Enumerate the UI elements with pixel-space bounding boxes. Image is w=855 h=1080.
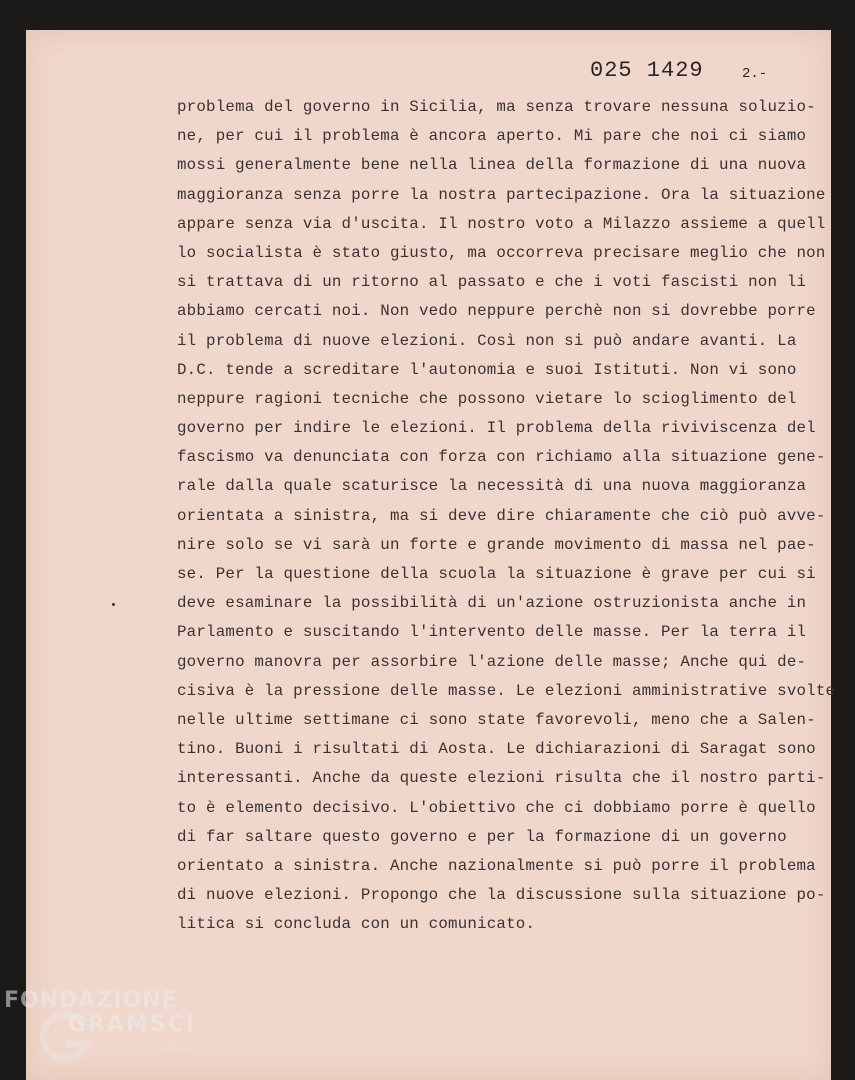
text-line: interessanti. Anche da queste elezioni risulta che il nostro parti- [177,769,826,788]
text-line: fascismo va denunciata con forza con richiamo alla situazione gene- [177,448,826,467]
watermark-line-2: GRAMSCI [68,1012,197,1037]
text-line: mossi generalmente bene nella linea della formazione di una nuova [177,156,807,175]
text-line: orientata a sinistra, ma si deve dire chiaramente che ciò può avve- [177,506,826,525]
typed-body-text [177,93,836,939]
margin-dot-mark [112,603,115,606]
text-line: abbiamo cercati noi. Non vedo neppure perchè non si dovrebbe porre [177,302,816,321]
text-line: nelle ultime settimane ci sono state favorevoli, meno che a Salen- [177,710,816,729]
text-line: litica si concluda con un comunicato. [177,915,536,934]
text-line: ne, per cui il problema è ancora aperto. Mi pare che noi ci siamo [177,127,807,146]
page-number: 2.- [742,66,768,82]
text-line: di nuove elezioni. Propongo che la discussione sulla situazione po- [177,886,826,905]
text-line: cisiva è la pressione delle masse. Le elezioni amministrative svolte [177,681,836,700]
text-line: di far saltare questo governo e per la formazione di un governo [177,827,787,846]
text-line: se. Per la questione della scuola la situazione è grave per cui si [177,565,816,583]
text-line: Parlamento e suscitando l'intervento delle masse. Per la terra il [177,623,807,642]
text-line: governo manovra per assorbire l'azione delle masse; Anche qui de- [177,652,807,671]
fondazione-gramsci-watermark [4,988,224,1078]
text-line: nire solo se vi sarà un forte e grande movimento di massa nel pae- [177,535,816,554]
watermark-line-1: FONDAZIONE [4,988,178,1013]
text-line: rale dalla quale scaturisce la necessità di una nuova maggioranza [177,477,807,496]
watermark-line-3: onlus [164,1044,191,1055]
text-line: problema del governo in Sicilia, ma senza trovare nessuna soluzio- [177,98,816,116]
text-line: orientato a sinistra. Anche nazionalmente si può porre il problema [177,856,816,875]
text-line: deve esaminare la possibilità di un'azione ostruzionista anche in [177,594,807,613]
text-line: D.C. tende a screditare l'autonomia e suoi Istituti. Non vi sono [177,360,797,379]
archive-stamp-number: 025 1429 [590,58,704,83]
text-line: lo socialista è stato giusto, ma occorreva precisare meglio che non [177,243,826,262]
text-line: neppure ragioni tecniche che possono vietare lo scioglimento del [177,389,797,408]
text-line: appare senza via d'uscita. Il nostro voto a Milazzo assieme a quell [177,214,826,233]
text-line: governo per indire le elezioni. Il problema della riviviscenza del [177,419,816,438]
text-line: si trattava di un ritorno al passato e che i voti fascisti non li [177,273,807,292]
text-line: tino. Buoni i risultati di Aosta. Le dichiarazioni di Saragat sono [177,740,816,759]
text-line: maggioranza senza porre la nostra partecipazione. Ora la situazione [177,185,826,204]
text-line: il problema di nuove elezioni. Così non si può andare avanti. La [177,331,797,350]
text-line: to è elemento decisivo. L'obiettivo che ci dobbiamo porre è quello [177,798,816,817]
